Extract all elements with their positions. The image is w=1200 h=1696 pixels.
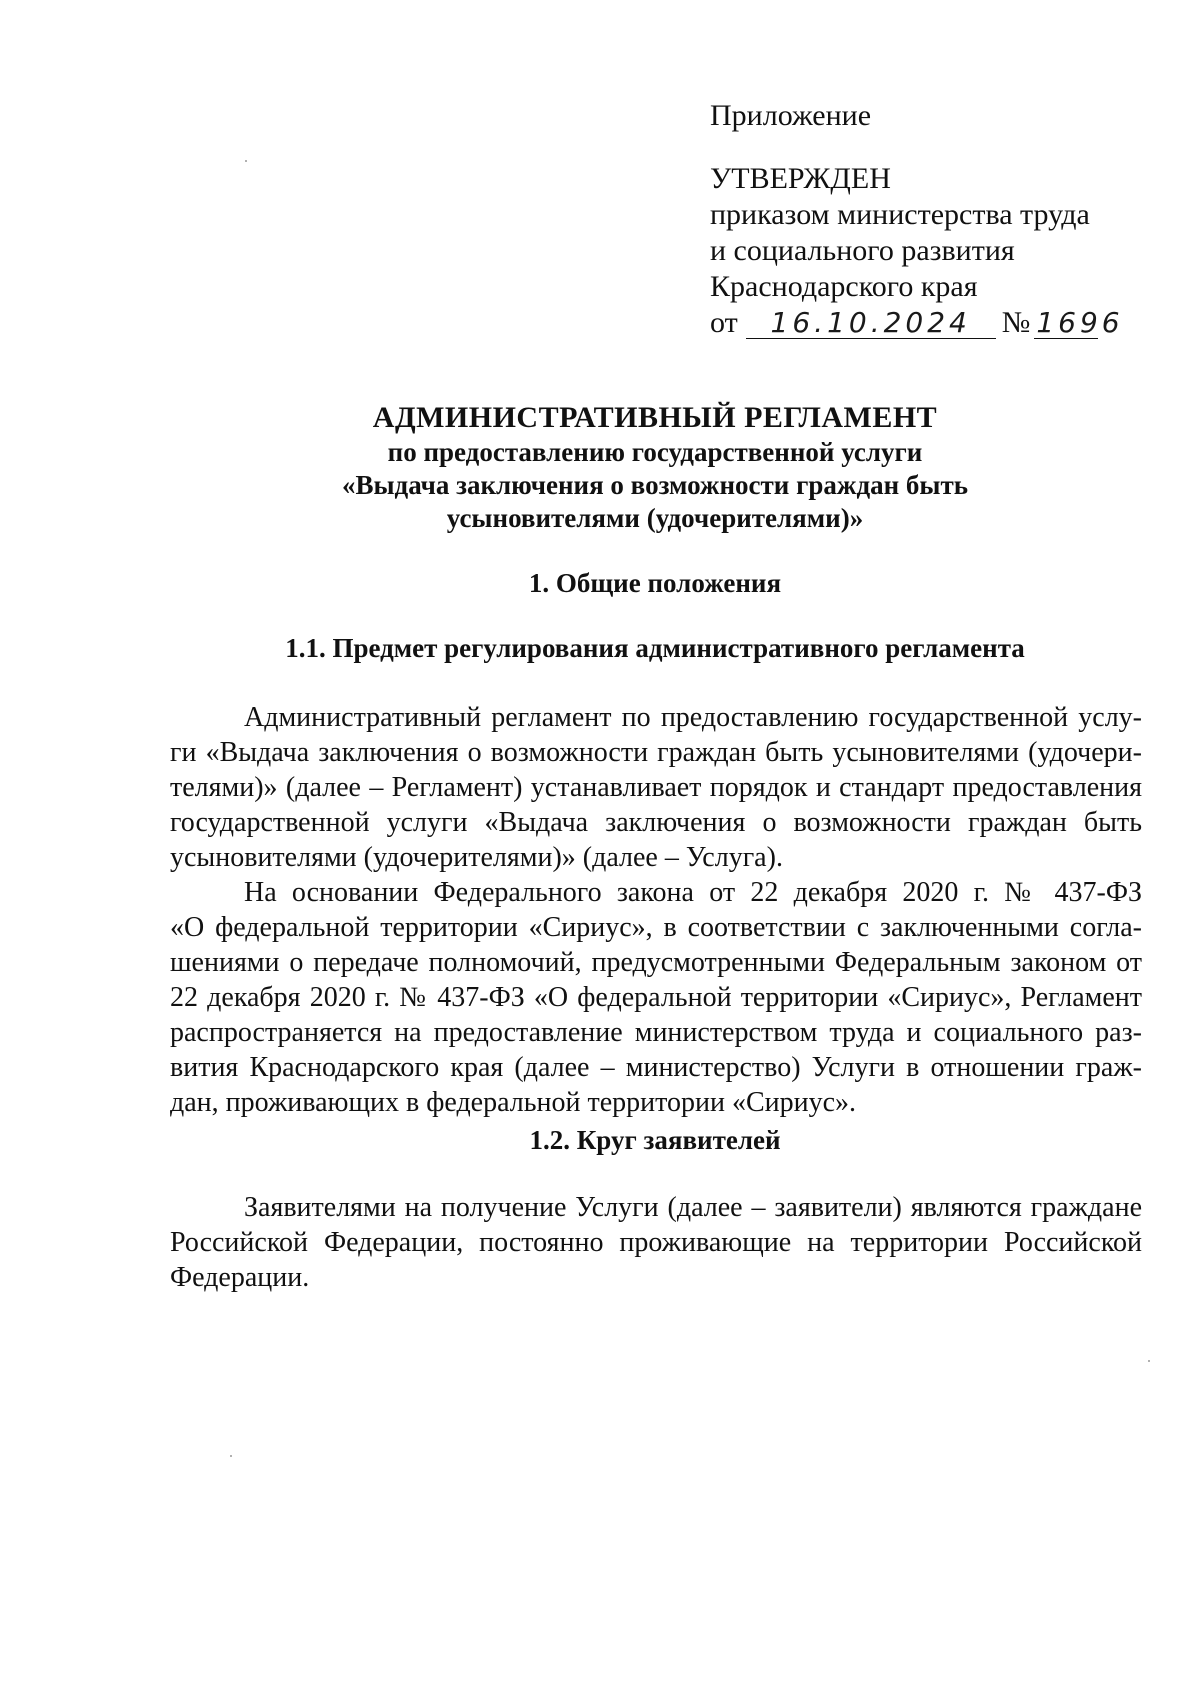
paragraph-line: усыновителями (удочерителями)» (далее – Услуга). bbox=[170, 842, 783, 873]
section-1-2-paragraph-1 bbox=[170, 1190, 1142, 1295]
paragraph-line: «О федеральной территории «Сириус», в соответствии с заключенными согла- bbox=[170, 912, 1142, 943]
paragraph-line: На основании Федерального закона от 22 декабря 2020 г. № 437-ФЗ bbox=[244, 877, 1142, 908]
scan-speck bbox=[230, 1455, 232, 1457]
title-line-2: по предоставлению государственной услуги bbox=[387, 437, 923, 467]
paragraph-line: распространяется на предоставление министерством труда и социального раз- bbox=[170, 1017, 1142, 1048]
approval-date-number-line bbox=[710, 305, 1124, 341]
paragraph-line: шениями о передаче полномочий, предусмотренными Федеральным законом от bbox=[170, 947, 1142, 978]
approval-line-2: и социального развития bbox=[710, 234, 1015, 267]
paragraph-line: Административный регламент по предоставлению государственной услу- bbox=[244, 702, 1142, 733]
annex-label: Приложение bbox=[710, 99, 872, 132]
number-label: № bbox=[1001, 306, 1031, 339]
paragraph-line: Российской Федерации, постоянно проживающие на территории Российской bbox=[170, 1227, 1142, 1258]
approved-label: УТВЕРЖДЕН bbox=[710, 162, 891, 195]
title-line-1: АДМИНИСТРАТИВНЫЙ РЕГЛАМЕНТ bbox=[372, 401, 938, 434]
section-1-2-heading: 1.2. Круг заявителей bbox=[529, 1125, 781, 1155]
handwritten-date: 16.10.2024 bbox=[746, 308, 996, 339]
scan-speck bbox=[245, 160, 247, 162]
scan-speck bbox=[1148, 1360, 1150, 1362]
paragraph-line: телями)» (далее – Регламент) устанавливает порядок и стандарт предоставления bbox=[170, 772, 1142, 803]
section-1-1-heading: 1.1. Предмет регулирования административного регламента bbox=[285, 633, 1025, 663]
section-1-1-paragraph-1 bbox=[170, 700, 1142, 875]
handwritten-order-number: 1696 bbox=[1036, 306, 1124, 339]
approval-line-1: приказом министерства труда bbox=[710, 198, 1090, 231]
section-1-1-paragraph-2 bbox=[170, 875, 1142, 1120]
paragraph-line: государственной услуги «Выдача заключения о возможности граждан быть bbox=[170, 807, 1142, 838]
title-line-3: «Выдача заключения о возможности граждан быть bbox=[341, 470, 969, 500]
section-1-heading: 1. Общие положения bbox=[528, 568, 782, 598]
document-title bbox=[160, 400, 1150, 535]
paragraph-line: дан, проживающих в федеральной территории «Сириус». bbox=[170, 1087, 857, 1118]
paragraph-line: Федерации. bbox=[170, 1262, 310, 1293]
paragraph-line: Заявителями на получение Услуги (далее – заявители) являются граждане bbox=[244, 1192, 1142, 1223]
title-line-4: усыновителями (удочерителями)» bbox=[446, 503, 864, 533]
approval-stamp-block bbox=[710, 98, 1124, 341]
paragraph-line: ги «Выдача заключения о возможности граждан быть усыновителями (удочери- bbox=[170, 737, 1142, 768]
approval-line-3: Краснодарского края bbox=[710, 270, 978, 303]
from-label: от bbox=[710, 306, 738, 339]
paragraph-line: 22 декабря 2020 г. № 437-ФЗ «О федеральной территории «Сириус», Регламент bbox=[170, 982, 1142, 1013]
paragraph-line: вития Краснодарского края (далее – министерство) Услуги в отношении граж- bbox=[170, 1052, 1142, 1083]
